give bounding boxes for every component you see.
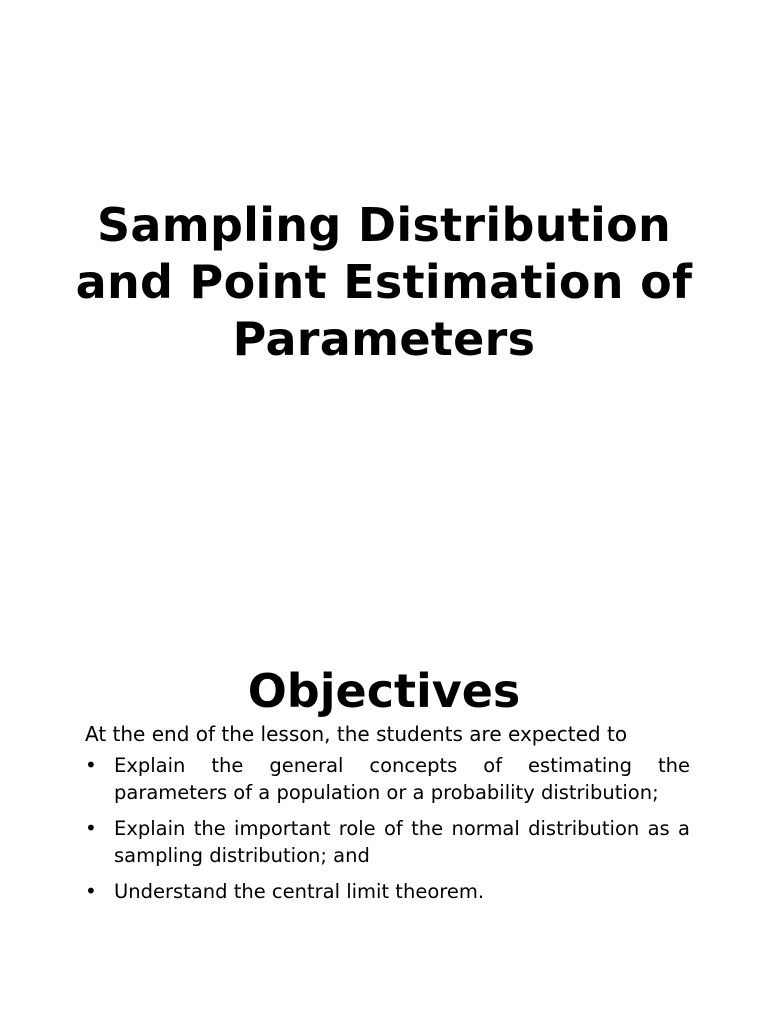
objectives-body [85, 721, 690, 914]
objective-text: Explain the important role of the normal distribution as a sampling distribution; and [114, 817, 690, 867]
objectives-list [85, 752, 690, 905]
objective-text: Explain the general concepts of estimating the parameters of a population or a probability distribution; [114, 754, 690, 804]
objective-text: Understand the central limit theorem. [114, 880, 485, 903]
presentation-title: Sampling Distribution and Point Estimation of Parameters [75, 198, 693, 366]
list-item [85, 815, 690, 869]
objectives-slide [0, 512, 768, 1024]
list-item [85, 878, 690, 905]
list-item [85, 752, 690, 806]
bullet-icon: • [85, 816, 97, 840]
objectives-intro: At the end of the lesson, the students are expected to [85, 722, 628, 746]
objectives-heading: Objectives [247, 664, 521, 718]
bullet-icon: • [85, 753, 97, 777]
bullet-icon: • [85, 879, 97, 903]
